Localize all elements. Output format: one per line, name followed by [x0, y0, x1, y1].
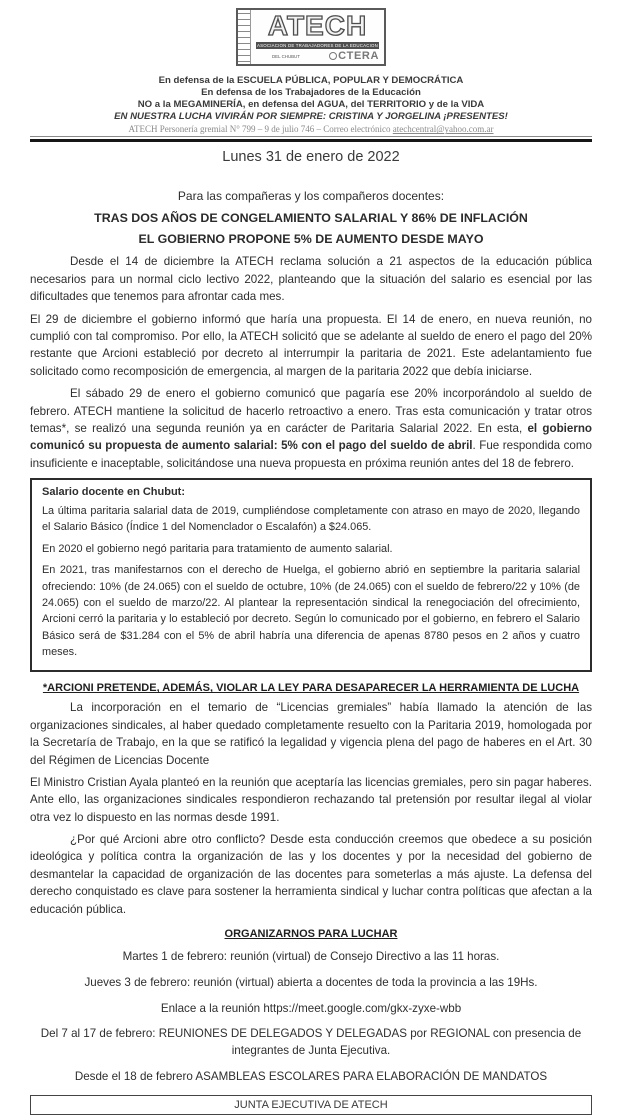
salary-box-paragraph-2: En 2020 el gobierno negó paritaria para tratamiento de aumento salarial. — [42, 542, 393, 555]
header-slogan-4: EN NUESTRA LUCHA VIVIRÁN POR SIEMPRE: CRISTINA Y JORGELINA ¡PRESENTES! — [114, 111, 508, 123]
agenda-item-asambleas: Desde el 18 de febrero ASAMBLEAS ESCOLARES PARA ELABORACIÓN DE MANDATOS — [74, 1070, 548, 1083]
logo-container — [30, 8, 592, 66]
agenda-item-reunion-abierta: Jueves 3 de febrero: reunión (virtual) abierta a docentes de toda la provincia a las 19Hs. — [84, 975, 538, 989]
ctera-logo — [329, 50, 379, 62]
header-rule — [30, 139, 592, 142]
logo-subtitle: ASOCIACION DE TRABAJADORES DE LA EDUCACION — [256, 43, 379, 49]
arcioni-paragraph-1: La incorporación en el temario de “Licencias gremiales” había llamado la atención de las organizaciones sindicales, al haber quedado completamente resuelto con la Paritaria 2019, homologada por la Secretaría de Trabajo, en la que se ratificó la legalidad y vigencia plena del pago de haberes en el Art. 30 del Régimen de Licencias Docente — [30, 701, 592, 767]
signature-box: JUNTA EJECUTIVA DE ATECH — [30, 1095, 592, 1115]
salary-box-paragraph-1: La última paritaria salarial data de 2019, cumpliéndose completamente con atraso en mayo de 2020, llegando el Salario Básico (Índice 1 del Nomenclador o Escalafón) a $24.065. — [42, 505, 580, 534]
email-link[interactable]: atechcentral@yahoo.com.ar — [392, 124, 494, 135]
agenda-item-consejo: Martes 1 de febrero: reunión (virtual) de Consejo Directivo a las 11 horas. — [122, 950, 500, 964]
paragraph-paritaria-pre: El sábado 29 de enero el gobierno comunicó que pagaría ese 20% incorporándolo al sueldo de febrero. ATECH mantiene la solicitud de hacerlo retroactivo a enero. Tras esta comunicación y tratar otros temas*, se realizó una segunda reunión ya en carácter de Paritaria Salarial 2022. En esta, — [30, 387, 592, 435]
agenda-item-delegados: Del 7 al 17 de febrero: REUNIONES DE DELEGADOS Y DELEGADAS por REGIONAL con presencia de integrantes de Junta Ejecutiva. — [40, 1027, 582, 1058]
ctera-text: CTERA — [338, 50, 379, 63]
paragraph-paritaria-bold: el gobierno comunicó su propuesta de aumento salarial: 5% con el pago del sueldo de abril — [30, 421, 592, 453]
personeria-text: ATECH Personería gremial N° 799 – 9 de julio 746 – Correo electrónico — [128, 124, 393, 135]
salary-info-box — [30, 478, 592, 672]
organize-section-heading: ORGANIZARNOS PARA LUCHAR — [224, 928, 398, 941]
salutation: Para las compañeras y los compañeros docentes: — [177, 189, 445, 204]
paragraph-reclamo: Desde el 14 de diciembre la ATECH reclama solución a 21 aspectos de la educación pública necesarios para un normal ciclo lectivo 2022, planteando que la situación del salario es esencial por las dificultades que tenemos para afrontar cada mes. — [30, 255, 592, 304]
headline-2: EL GOBIERNO PROPONE 5% DE AUMENTO DESDE MAYO — [138, 232, 484, 247]
header-slogan-3: NO a la MEGAMINERÍA, en defensa del AGUA, del TERRITORIO y de la VIDA — [137, 99, 485, 111]
agenda-item-enlace: Enlace a la reunión https://meet.google.com/gkx-zyxe-wbb — [160, 1001, 462, 1015]
arcioni-paragraph-2: El Ministro Cristian Ayala planteó en la reunión que aceptaría las licencias gremiales, pero sin pagar haberes. Ante ello, las organizaciones sindicales respondieron rechazando tal pretensión por resultar ilegal al violar otra vez lo dispuesto en las normas desde 1991. — [30, 775, 592, 824]
arcioni-section-heading: *ARCIONI PRETENDE, ADEMÁS, VIOLAR LA LEY PARA DESAPARECER LA HERRAMIENTA DE LUCHA — [42, 682, 580, 695]
paragraph-paritaria — [30, 385, 592, 472]
personeria-line — [30, 123, 592, 137]
arcioni-paragraph-3: ¿Por qué Arcioni abre otro conflicto? Desde esta conducción creemos que obedece a su posición ideológica y política contra la organización de las y los docentes y por la necesidad del gobierno de desmantelar la capacidad de organización de las docentes para someterlas a más ajuste. La defensa del derecho conquistado es clave para sostener la herramienta sindical y luchar contra políticas que afectan a la educación pública. — [30, 833, 592, 916]
header-slogan-1: En defensa de la ESCUELA PÚBLICA, POPULAR Y DEMOCRÁTICA — [158, 75, 464, 87]
paragraph-propuesta: El 29 de diciembre el gobierno informó que haría una propuesta. El 14 de enero, en nueva reunión, no cumplió con tal compromiso. Por ello, la ATECH solicitó que se adelante al sueldo de enero el pago del 20% restante que Arcioni estableció por decreto al interrumpir la paritaria de 2021. Este adelantamiento fue solicitado como recomposición de emergencia, al margen de la paritaria 2022 que debía iniciarse. — [30, 312, 592, 378]
notebook-spiral-icon — [238, 10, 251, 64]
salary-box-paragraph-3: En 2021, tras manifestarnos con el derecho de Huelga, el gobierno abrió en septiembre la paritaria salarial ofreciendo: 10% (de 24.065) con el sueldo de octubre, 10% (de 24.065) con el sueldo de febrero/22 y 10% (de 24.065) con el sueldo de marzo/22. Al plantear la representación sindical la renegociación del ofrecimiento, Arcioni cerró la paritaria y lo estableció por decreto. Según lo comunicado por el gobierno, en febrero el Salario Básico será de $31.284 con el 5% de abril habría una diferencia de apenas 8780 pesos en 2 años y cuatro meses. — [42, 564, 580, 658]
paragraph-paritaria-post: . Fue respondida como insuficiente e inaceptable, solicitándose una nueva propuesta en próxima reunión antes del 18 de febrero. — [30, 439, 592, 470]
ctera-globe-icon — [329, 52, 337, 60]
header-slogan-2: En defensa de los Trabajadores de la Educación — [201, 87, 421, 99]
document-date: Lunes 31 de enero de 2022 — [222, 149, 400, 166]
logo-region: DEL CHUBUT — [272, 53, 300, 59]
salary-box-title: Salario docente en Chubut: — [42, 486, 186, 499]
headline-1: TRAS DOS AÑOS DE CONGELAMIENTO SALARIAL Y 86% DE INFLACIÓN — [94, 211, 528, 226]
logo-atech-text: ATECH — [267, 10, 368, 41]
atech-logo — [236, 8, 386, 66]
